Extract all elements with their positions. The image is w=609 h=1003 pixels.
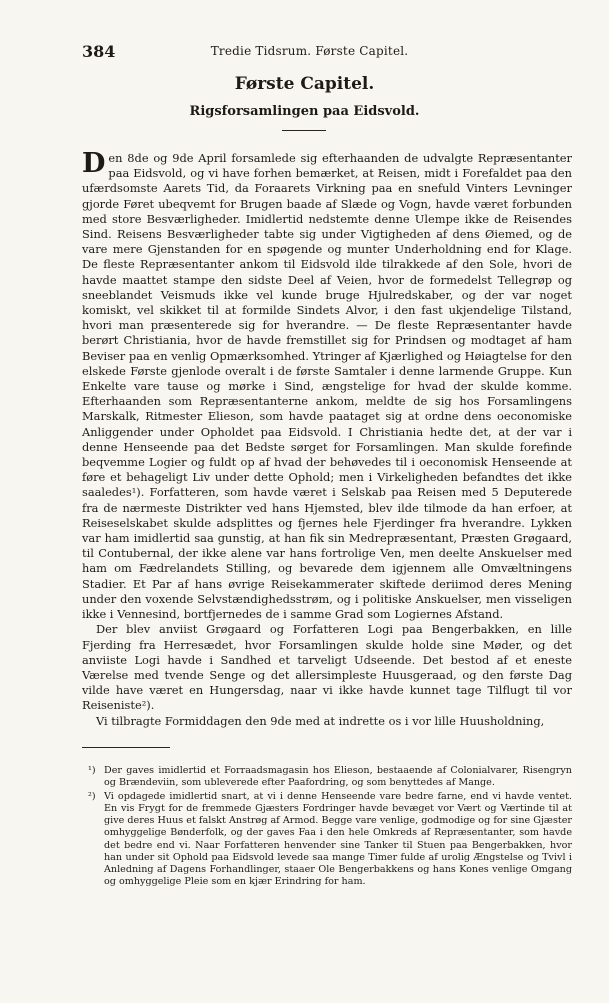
body-text: [82, 148, 572, 729]
footnote-1-text: Der gaves imidlertid et Forraadsmagasin hos Elieson, bestaaende af Colonialvarer, Risengryn og Brændeviin, som ubleverede efter Paafordring, og som benyttedes af Mange.: [104, 765, 572, 789]
drop-cap: D: [82, 148, 106, 179]
running-title: Tredie Tidsrum. Første Capitel.: [210, 44, 409, 58]
footnote-2-mark: ²): [88, 791, 96, 803]
running-head: [82, 42, 537, 60]
footnote-divider: [82, 747, 170, 748]
page-number: 384: [82, 42, 116, 61]
footnote-1: [82, 765, 572, 789]
paragraph-1-text: en 8de og 9de April forsamlede sig efterhaanden de udvalgte Repræsentanter paa Eidsvold, og vi have forhen bemærket, at Reisen, midt i Forefaldet paa den ufærdsomste Aarets Tid, da Foraarets Virkning paa en snefuld Vinters Levninger gjorde Føret ubeqvemt for Brugen baade af Slæde og Vogn, havde været forbunden med store Besværligheder. Imidlertid nedstemte denne Ulempe ikke de Reisendes Sind. Reisens Besværligheder tabte sig under Vigtigheden af dens Øiemed, og de vare mere Gjenstanden for en spøgende og munter Underholdning end for Klage. De fleste Repræsentanter ankom til Eidsvold ilde tilrakkede af den Sole, hvori de havde maattet stampe den sidste Deel af Veien, hvor de formedelst Tellegrøp og sneeblandet Veismuds ikke vel kunde bruge Hjulredskaber, og der var noget komiskt, vel skikket til at formilde Sindets Alvor, i den fast ukjendelige Tilstand, hvori man præsenterede sig for hverandre. — De fleste Repræsentanter havde berørt Christiania, hvor de havde fremstillet sig for Prindsen og modtaget af ham Beviser paa en venlig Opmærksomhed. Ytringer af Kjærlighed og Høiagtelse for den elskede Første gjenlode overalt i de første Samtaler i denne larmende Gruppe. Kun Enkelte vare tause og mørke i Sind, ængstelige for hvad der skulde komme. Efterhaanden som Repræsentanterne ankom, meldte de sig hos Forsamlingens Marskalk, Ritmester Elieson, som havde paataget sig at ordne dens oeconomiske Anliggender under Opholdet paa Eidsvold. I Christiania hedte det, at der var i denne Henseende paa det Bedste sørget for Forsamlingen. Man skulde forefinde beqvemme Logier og fuldt op af hvad der behøvedes til i oeconomisk Henseende at føre et behageligt Liv under dette Ophold; men i Virkeligheden befandtes det ikke saaledes¹). Forfatteren, som havde været i Selskab paa Reisen med 5 Deputerede fra de nærmeste Distrikter ved hans Hjemsted, blev ilde tilmode da han erfoer, at Reiseselskabet skulde adsplittes og fjernes hele Fjerdinger fra hverandre. Lykken var ham imidlertid saa gunstig, at han fik sin Medrepræsentant, Præsten Grøgaard, til Contubernal, der ikke alene var hans fortrolige Ven, men deelte Anskuelser med ham om Fædrelandets Stilling, og bevarede dem igjennem alle Omvæltningens Stadier. Et Par af hans øvrige Reisekammerater skiftede deriimod deres Mening under den voxende Selvstændighedsstrøm, og i politiske Anskuelser, men visseligen ikke i Vennesind, bortfjernedes de i samme Grad som Logiernes Afstand.: [82, 151, 572, 622]
paragraph-3: Vi tilbragte Formiddagen den 9de med at indrette os i vor lille Huusholdning,: [96, 713, 545, 728]
paragraph-1: [82, 148, 572, 622]
chapter-title: Første Capitel.: [234, 74, 375, 94]
title-divider: [282, 130, 326, 131]
footnote-2: [82, 791, 572, 888]
paragraph-2: Der blev anviist Grøgaard og Forfatteren Logi paa Bengerbakken, en lille Fjerding fra Herresædet, hvor Forsamlingen skulde holde sine Møder, og det anviiste Logi havde i Sandhed et tarveligt Udseende. Det bestod af et eneste Værelse med tvende Senge og det allersimpleste Huusgeraad, og den første Dag vilde have været en Hungersdag, naar vi ikke havde kunnet tage Tilflugt til vor Reiseniste²).: [82, 622, 572, 713]
chapter-subtitle: Rigsforsamlingen paa Eidsvold.: [189, 104, 420, 119]
footnote-2-text: Vi opdagede imidlertid snart, at vi i denne Henseende vare bedre farne, end vi havde ventet. En vis Frygt for de fremmede Gjæsters Fordringer havde bevæget vor Vært og Værtinde til at give deres Huus et falskt Anstrøg af Armod. Begge vare venlige, godmodige og for sine Gjæster omhyggelige Bønderfolk, og der gaves Faa i den hele Omkreds af Repræsentanter, som havde det bedre end vi. Naar Forfatteren henvender sine Tanker til Stuen paa Bengerbakken, hvor han under sit Ophold paa Eidsvold levede saa mange Timer fulde af urolig Ængstelse og Tvivl i Anledning af Dagens Forhandlinger, staaer Ole Bengerbakkens og hans Kones venlige Omgang og omhyggelige Pleie som en kjær Erindring for ham.: [104, 791, 572, 887]
footnote-1-mark: ¹): [88, 765, 96, 776]
footnotes: [82, 765, 572, 890]
